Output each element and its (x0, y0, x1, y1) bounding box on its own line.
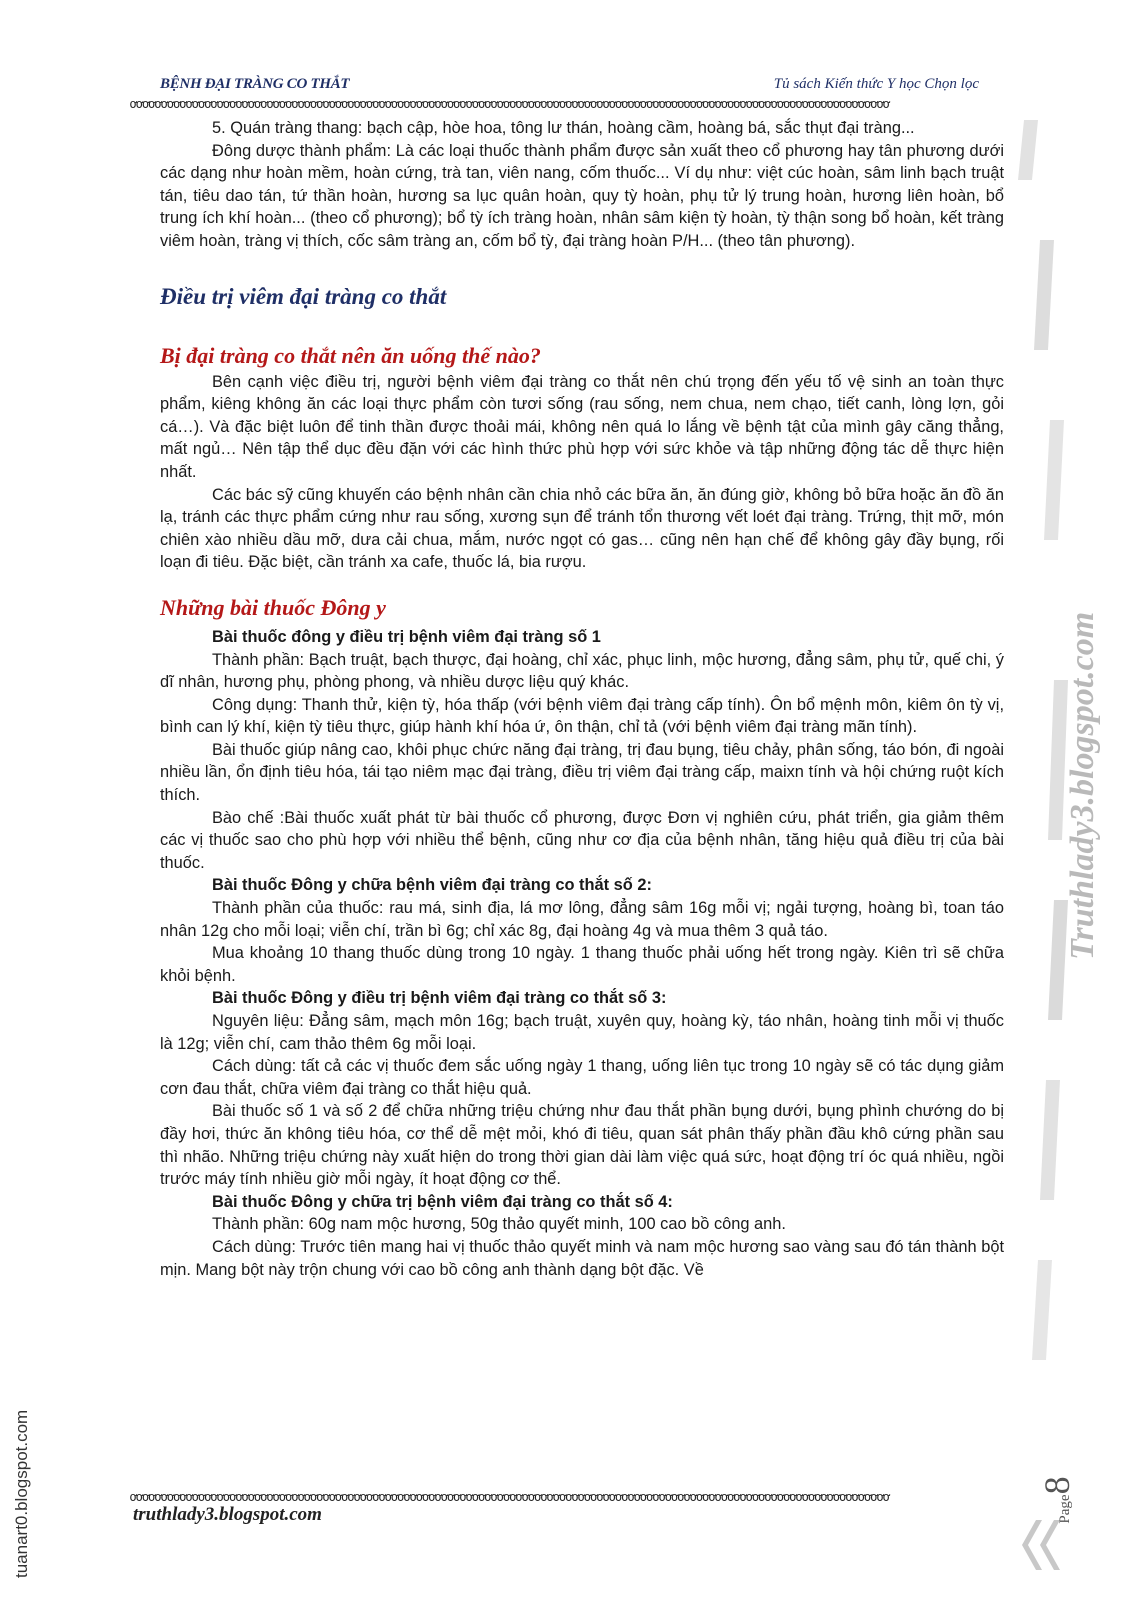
paragraph: Cách dùng: tất cả các vị thuốc đem sắc uống ngày 1 thang, uống liên tục trong 10 ngày sẽ có tác dụng giảm cơn đau thắt, chữa viêm đại tràng co thắt hiệu quả. (160, 1057, 1004, 1098)
header-series: Tủ sách Kiến thức Y học Chọn lọc (773, 76, 979, 92)
paragraph: Thành phần: 60g nam mộc hương, 50g thảo quyết minh, 100 cao bồ công anh. (212, 1215, 786, 1234)
paragraph: Bài thuốc giúp nâng cao, khôi phục chức năng đại tràng, trị đau bụng, tiêu chảy, phân sống, táo bón, đi ngoài nhiều lần, ổn định tiêu hóa, tái tạo niêm mạc đại tràng, điều trị viêm đại tràng cấp, maixn tính và hội chứng ruột kích thích. (160, 740, 1004, 805)
remedy-title: Bài thuốc Đông y chữa trị bệnh viêm đại tràng co thắt số 4: (212, 1192, 673, 1211)
remedy-title: Bài thuốc Đông y chữa bệnh viêm đại tràng co thắt số 2: (212, 876, 652, 895)
paragraph: Mua khoảng 10 thang thuốc dùng trong 10 ngày. 1 thang thuốc phải uống hết trong ngày. Kiên trì sẽ chữa khỏi bệnh. (160, 944, 1004, 985)
section-heading: Điều trị viêm đại tràng co thắt (160, 283, 447, 309)
header-title: BỆNH ĐẠI TRÀNG CO THẮT (160, 76, 350, 92)
remedy-title: Bài thuốc đông y điều trị bệnh viêm đại tràng số 1 (212, 627, 601, 646)
paragraph: Nguyên liệu: Đẳng sâm, mạch môn 16g; bạch truật, xuyên quy, hoàng kỳ, táo nhân, hoàng tinh mỗi vị thuốc là 12g; viễn chí, cam thảo thêm 6g mỗi loại. (160, 1012, 1004, 1053)
page-label: Page (1057, 1494, 1073, 1524)
paragraph: Bên cạnh việc điều trị, người bệnh viêm đại tràng co thắt nên chú trọng đến yếu tố vệ sinh an toàn thực phẩm, kiêng không ăn các loại thực phẩm còn tươi sống (rau sống, nem chua, nem chạo, tiết canh, lòng lợn, gỏi cá…). Và đặc biệt luôn để tinh thần được thoải mái, không nên quá lo lắng về bệnh tật của mình gây căng thẳng, mất ngủ… Nên tập thể dục đều đặn với các hình thức phù hợp với sức khỏe và tập những động tác dễ thực hiện nhất. (160, 372, 1004, 481)
paragraph: Cách dùng: Trước tiên mang hai vị thuốc thảo quyết minh và nam mộc hương sao vàng sau đó tán thành bột mịn. Mang bột này trộn chung với cao bồ công anh thành dạng bột đặc. Về (160, 1237, 1004, 1279)
paragraph: Thành phần: Bạch truật, bạch thược, đại hoàng, chỉ xác, phục linh, mộc hương, đẳng sâm, phụ tử, quế chi, ý dĩ nhân, hương phụ, phòng phong, và nhiều dược liệu quý khác. (160, 650, 1004, 692)
subsection-heading: Những bài thuốc Đông y (160, 594, 386, 620)
paragraph: Bài thuốc số 1 và số 2 để chữa những triệu chứng như đau thắt phần bụng dưới, bụng phình chướng do bị đầy hơi, thức ăn không tiêu hóa, cơ thể dễ mệt mỏi, khó đi tiêu, quan sát phân thấy phần đầu khô cứng phần sau thì nhão. Những triệu chứng này xuất hiện do trong thời gian dài làm việc quá sức, hoạt động trí óc quá nhiều, ngồi trước máy tính nhiều giờ mỗi ngày, ít hoạt động cơ thể. (160, 1102, 1004, 1189)
remedy-title: Bài thuốc Đông y điều trị bệnh viêm đại tràng co thắt số 3: (212, 989, 667, 1008)
page-number (1036, 1460, 1076, 1540)
side-chevron-decoration (1010, 120, 1070, 1580)
side-watermark: Truthlady3.blogspot.com (1064, 611, 1101, 960)
subsection-heading: Bị đại tràng co thắt nên ăn uống thế nào? (160, 342, 541, 368)
page-content (160, 117, 1004, 1281)
footer-site: truthlady3.blogspot.com (133, 1504, 322, 1525)
paragraph: 5. Quán tràng thang: bạch cập, hòe hoa, tông lư thán, hoàng cầm, hoàng bá, sắc thụt đại tràng... (212, 119, 915, 137)
top-divider: ơơơơơơơơơơơơơơơơơơơơơơơơơơơơơơơơơơơơơơơơơơơơơơơơơơơơơơơơơơơơơơơơơơơơơơơơơơơơơơơơơơơơơơơơơơơơơơơơơơơơơơơơơơơơơơơơơơơơơơơơơơ (130, 98, 890, 110)
paragraph: Các bác sỹ cũng khuyến cáo bệnh nhân cần chia nhỏ các bữa ăn, ăn đúng giờ, không bỏ bữa hoặc ăn đồ ăn lạ, tránh các thực phẩm cứng như rau sống, xương sụn để tránh tổn thương vết loét đại tràng. Trứng, thịt mỡ, món chiên xào nhiều dầu mỡ, dưa cải chua, mắm, nước ngọt có gas… cũng nên hạn chế để không gây đầy bụng, rối loạn đi tiêu. Đặc biệt, cần tránh xa cafe, thuốc lá, bia rượu. (160, 485, 1004, 572)
page-digit: 8 (1037, 1476, 1077, 1495)
paragraph: Thành phần của thuốc: rau má, sinh địa, lá mơ lông, đẳng sâm 16g mỗi vị; ngải tượng, hoàng bì, toan táo nhân 12g cho mỗi loại; viễn chí, trần bì 6g; chỉ xác 8g, đại hoàng 4g và mua thêm 3 quả táo. (160, 899, 1004, 940)
bottom-divider: ơơơơơơơơơơơơơơơơơơơơơơơơơơơơơơơơơơơơơơơơơơơơơơơơơơơơơơơơơơơơơơơơơơơơơơơơơơơơơơơơơơơơơơơơơơơơơơơơơơơơơơơơơơơơơơơơơơơơơơơơơơ (130, 1491, 890, 1503)
paragraph: Đông dược thành phẩm: Là các loại thuốc thành phẩm được sản xuất theo cổ phương hay tân phương dưới các dạng như hoàn mềm, hoàn cứng, trà tan, viên nang, cốm thuốc... Ví dụ như: việt cúc hoàn, sâm linh bạch truật tán, tiêu dao tán, tứ thần hoàn, hương sa lục quân hoàn, quy tỳ hoàn, phụ tử lý trung hoàn, hương liên hoàn, bổ trung ích khí hoàn... (theo cổ phương); bổ tỳ ích tràng hoàn, nhân sâm kiện tỳ hoàn, tỳ thận song bổ hoàn, kết tràng viêm hoàn, tràng vị thích, cốc sâm tràng an, cốm bổ tỳ, đại tràng hoàn P/H... (theo tân phương). (160, 141, 1004, 250)
left-vertical-site: tuanart0.blogspot.com (12, 1409, 31, 1578)
paragraph: Bào chế :Bài thuốc xuất phát từ bài thuốc cổ phương, được Đơn vị nghiên cứu, phát triển, gia giảm thêm các vị thuốc sao cho phù hợp với nhiều thể bệnh, cũng như cơ địa của bệnh nhân, tăng hiệu quả điều trị của bài thuốc. (160, 808, 1004, 872)
paragraph: Công dụng: Thanh thử, kiện tỳ, hóa thấp (với bệnh viêm đại tràng cấp tính). Ôn bổ mệnh môn, kiêm ôn tỳ vị, bình can lý khí, kiện tỳ tiêu thực, giúp hành khí hóa ứ, ôn thận, chỉ tả (với bệnh viêm đại tràng mãn tính). (160, 695, 1004, 737)
